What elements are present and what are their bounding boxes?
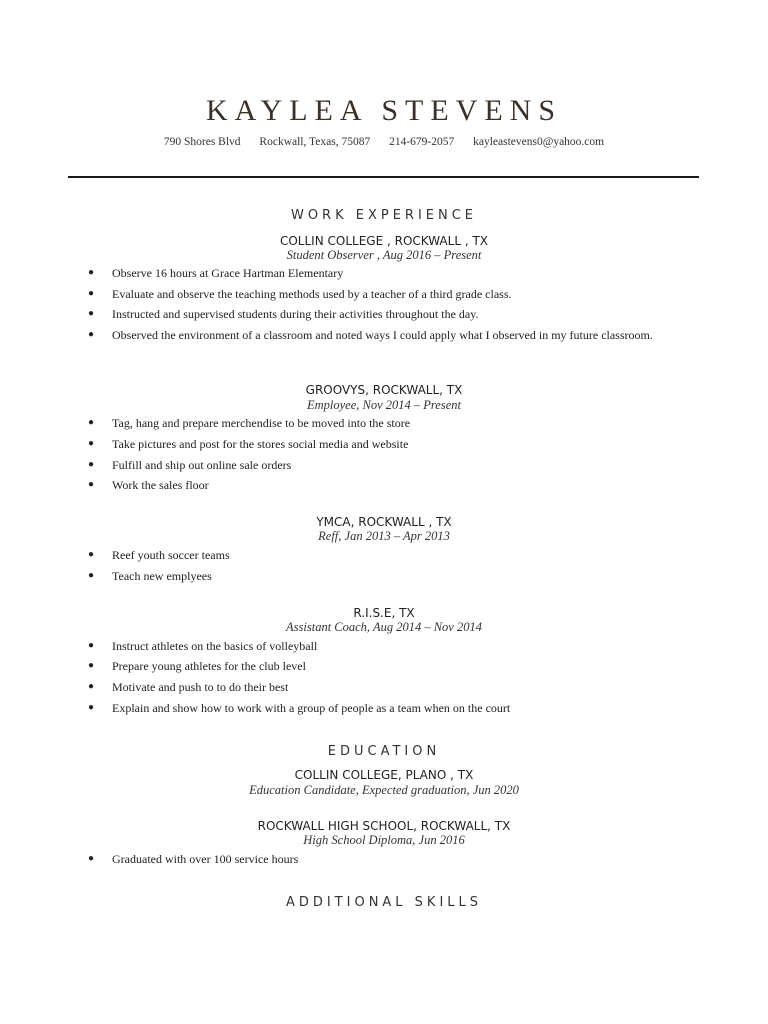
list-item: ● Prepare young athletes for the club level	[88, 659, 306, 673]
bullet-icon: ●	[88, 853, 95, 864]
list-item: ● Evaluate and observe the teaching methods used by a teacher of a third grade class.	[88, 287, 512, 301]
bullet-icon: ●	[88, 308, 95, 319]
section-title-skills: ADDITIONAL SKILLS	[285, 895, 483, 910]
section-title-education: EDUCATION	[327, 744, 441, 759]
bullet-icon: ●	[88, 438, 95, 449]
job-role: Student Observer , Aug 2016 – Present	[286, 248, 482, 262]
phone: 214-679-2057	[389, 136, 455, 148]
bullet-icon: ●	[88, 660, 95, 671]
candidate-name: KAYLEA STEVENS	[205, 94, 563, 127]
list-item: ● Instructed and supervised students during their activities throughout the day.	[88, 307, 479, 321]
job-title: YMCA, ROCKWALL , TX	[316, 515, 452, 529]
bullet-icon: ●	[88, 702, 95, 713]
city: Rockwall, Texas, 75087	[259, 136, 371, 148]
contact-line	[0, 136, 768, 148]
job-title: R.I.S.E, TX	[353, 606, 415, 620]
section-title-work: WORK EXPERIENCE	[290, 208, 478, 223]
bullet-icon: ●	[88, 681, 95, 692]
job-title: GROOVYS, ROCKWALL, TX	[305, 383, 463, 397]
bullet-icon: ●	[88, 459, 95, 470]
list-item: ● Work the sales floor	[88, 478, 209, 492]
list-item: ● Observed the environment of a classroom and noted ways I could apply what I observed in my future classroom.	[88, 328, 653, 342]
school-title: ROCKWALL HIGH SCHOOL, ROCKWALL, TX	[257, 819, 511, 833]
job-role: Reff, Jan 2013 – Apr 2013	[318, 529, 450, 543]
school-degree: Education Candidate, Expected graduation, Jun 2020	[249, 783, 519, 797]
bullet-icon: ●	[88, 549, 95, 560]
list-item: ● Graduated with over 100 service hours	[88, 852, 299, 866]
list-item: ● Instruct athletes on the basics of volleyball	[88, 639, 318, 653]
school-degree: High School Diploma, Jun 2016	[303, 833, 465, 847]
bullet-icon: ●	[88, 329, 95, 340]
bullet-icon: ●	[88, 570, 95, 581]
list-item: ● Take pictures and post for the stores social media and website	[88, 437, 409, 451]
list-item: ● Explain and show how to work with a group of people as a team when on the court	[88, 701, 511, 715]
job-title: COLLIN COLLEGE , ROCKWALL , TX	[279, 234, 488, 248]
address: 790 Shores Blvd	[163, 136, 241, 148]
job-role: Employee, Nov 2014 – Present	[306, 398, 461, 412]
list-item: ● Tag, hang and prepare merchendise to be moved into the store	[88, 416, 411, 430]
list-item: ● Fulfill and ship out online sale orders	[88, 458, 292, 472]
list-item: ● Reef youth soccer teams	[88, 548, 230, 562]
list-item: ● Teach new emplyees	[88, 569, 212, 583]
bullet-icon: ●	[88, 640, 95, 651]
school-title: COLLIN COLLEGE, PLANO , TX	[294, 768, 474, 782]
list-item: ● Motivate and push to to do their best	[88, 680, 289, 694]
bullet-icon: ●	[88, 288, 95, 299]
list-item: ● Observe 16 hours at Grace Hartman Elementary	[88, 266, 344, 280]
email: kayleastevens0@yahoo.com	[473, 136, 605, 148]
header-divider	[68, 176, 699, 178]
bullet-icon: ●	[88, 267, 95, 278]
job-role: Assistant Coach, Aug 2014 – Nov 2014	[286, 620, 482, 634]
bullet-icon: ●	[88, 417, 95, 428]
bullet-icon: ●	[88, 479, 95, 490]
